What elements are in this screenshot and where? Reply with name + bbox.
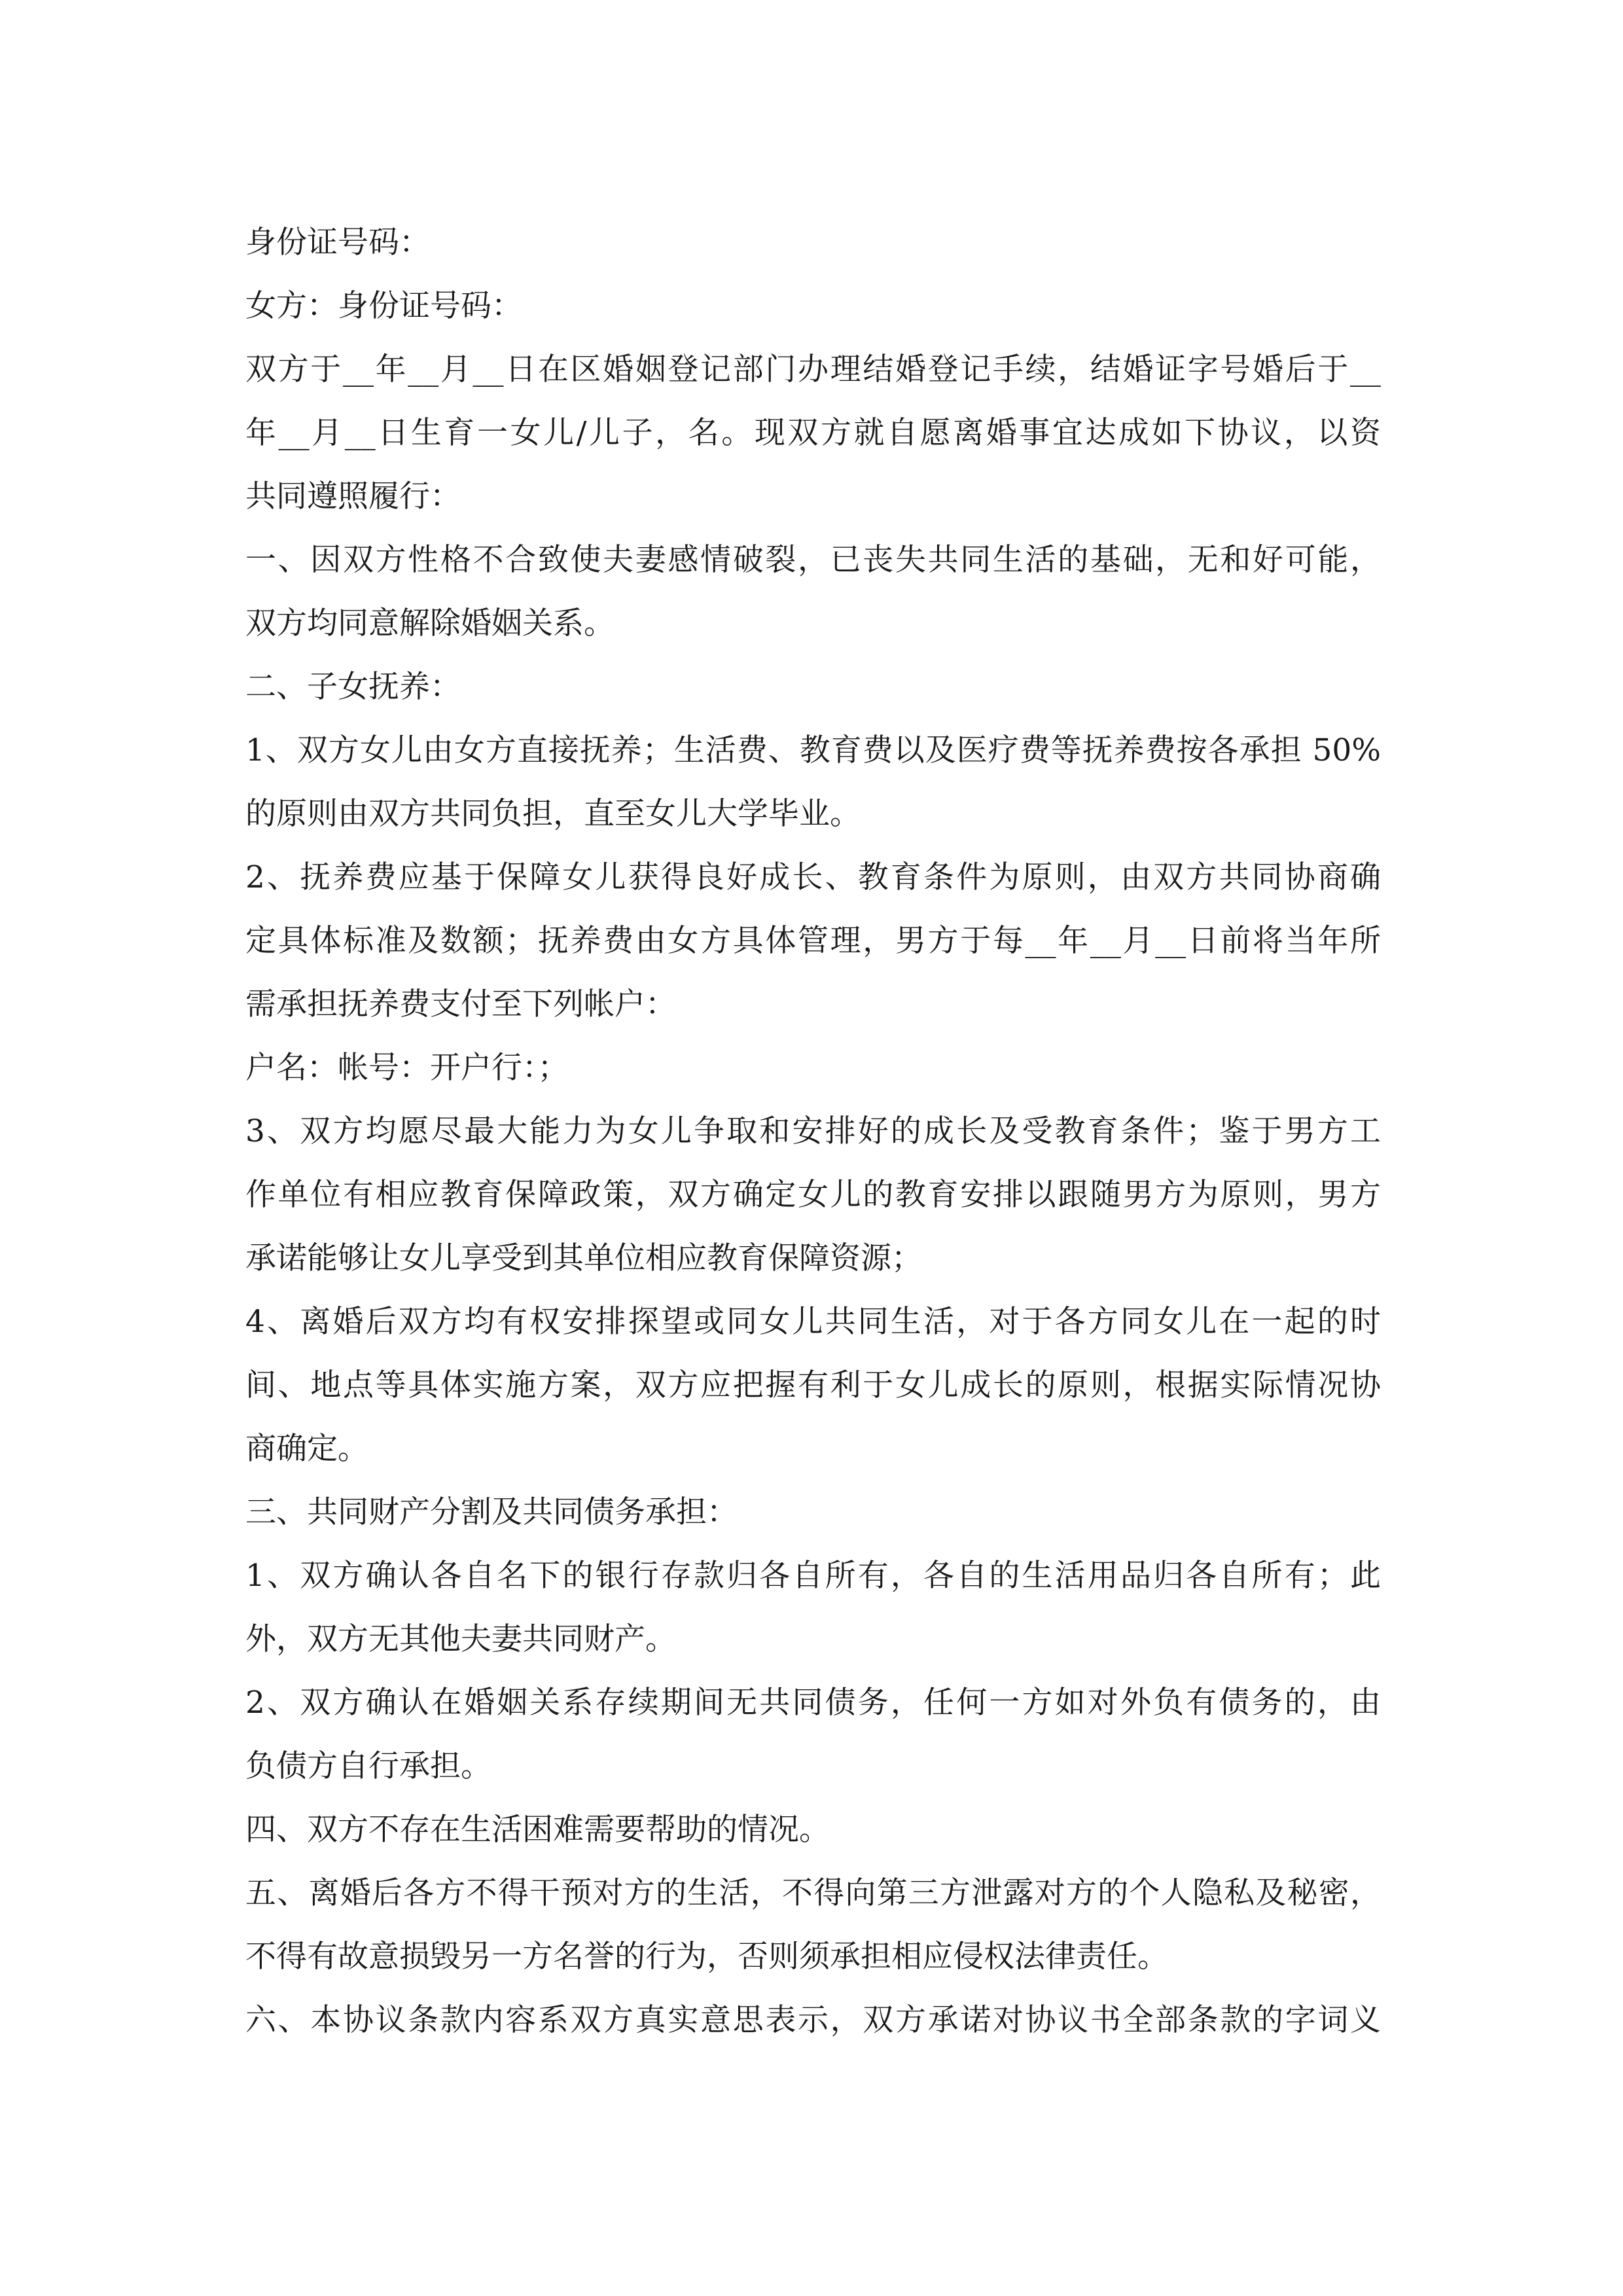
section-heading: 三、共同财产分割及共同债务承担：: [245, 1494, 738, 1530]
text-line: 户名：帐号：开户行：；: [245, 1050, 569, 1086]
text-line: 外，双方无其他夫妻共同财产。: [245, 1621, 676, 1657]
text-line: 年__月__日生育一女儿/儿子，名。现双方就自愿离婚事宜达成如下协议，以资: [245, 415, 1381, 451]
text-line: 作单位有相应教育保障政策，双方确定女儿的教育安排以跟随男方为原则，男方: [245, 1177, 1381, 1213]
text-line: 间、地点等具体实施方案，双方应把握有利于女儿成长的原则，根据实际情况协: [245, 1367, 1381, 1403]
text-line: 共同遵照履行：: [245, 478, 461, 514]
text-line: 2、抚养费应基于保障女儿获得良好成长、教育条件为原则，由双方共同协商确: [245, 859, 1381, 895]
text-line: 身份证号码：: [245, 224, 430, 260]
section-heading: 二、子女抚养：: [245, 669, 461, 705]
text-line: 五、离婚后各方不得干预对方的生活，不得向第三方泄露对方的个人隐私及秘密，: [245, 1875, 1381, 1911]
text-line: 2、双方确认在婚姻关系存续期间无共同债务，任何一方如对外负有债务的，由: [245, 1685, 1381, 1721]
text-line: 一、因双方性格不合致使夫妻感情破裂，已丧失共同生活的基础，无和好可能，: [245, 542, 1381, 578]
text-line: 六、本协议条款内容系双方真实意思表示，双方承诺对协议书全部条款的字词义: [245, 2002, 1381, 2038]
text-line: 1、双方确认各自名下的银行存款归各自所有，各自的生活用品归各自所有；此: [245, 1558, 1381, 1594]
text-line: 1、双方女儿由女方直接抚养；生活费、教育费以及医疗费等抚养费按各承担 50%: [245, 732, 1381, 768]
text-line: 定具体标准及数额；抚养费由女方具体管理，男方于每__年__月__日前将当年所: [245, 923, 1381, 959]
text-line: 双方均同意解除婚姻关系。: [245, 605, 615, 641]
text-line: 需承担抚养费支付至下列帐户：: [245, 986, 676, 1022]
text-line: 的原则由双方共同负担，直至女儿大学毕业。: [245, 796, 861, 832]
text-line: 双方于__年__月__日在区婚姻登记部门办理结婚登记手续，结婚证字号婚后于__: [245, 351, 1381, 387]
text-line: 女方：身份证号码：: [245, 288, 522, 324]
text-line: 商确定。: [245, 1431, 368, 1467]
text-line: 3、双方均愿尽最大能力为女儿争取和安排好的成长及受教育条件；鉴于男方工: [245, 1113, 1381, 1149]
text-line: 4、离婚后双方均有权安排探望或同女儿共同生活，对于各方同女儿在一起的时: [245, 1304, 1381, 1340]
text-line: 承诺能够让女儿享受到其单位相应教育保障资源；: [245, 1240, 922, 1276]
text-line: 负债方自行承担。: [245, 1748, 491, 1784]
text-line: 不得有故意损毁另一方名誉的行为，否则须承担相应侵权法律责任。: [245, 1939, 1168, 1975]
document-body: [245, 211, 1381, 2052]
section-heading: 四、双方不存在生活困难需要帮助的情况。: [245, 1812, 830, 1848]
